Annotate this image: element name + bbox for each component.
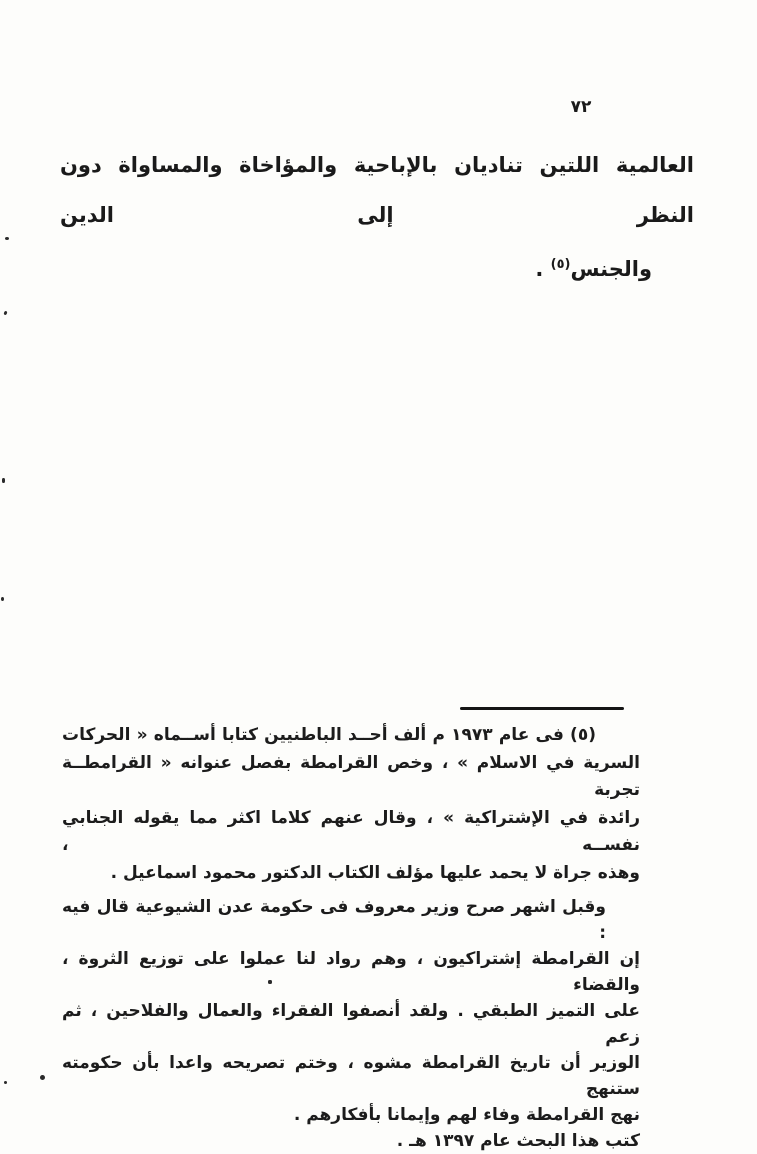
scan-speck (1, 597, 4, 601)
footnote-line: السرية في الاسلام » ، وخص القرامطة بفصل عنوانه « القرامطــة تجربة (62, 752, 640, 800)
footnote-line: وهذه جراة لا يحمد عليها مؤلف الكتاب الدكتور محمود اسماعيل . (110, 862, 640, 883)
footnote-line: وقبل اشهر صرح وزير معروف فى حكومة عدن الشيوعية قال فيه : (62, 897, 606, 943)
scan-speck (2, 478, 5, 483)
sentence-end-period: . (535, 257, 544, 281)
scan-speck (40, 1075, 45, 1080)
page-number: ٧٢ (570, 97, 592, 117)
footnote-block (62, 722, 640, 1154)
footnote-line: الوزير أن تاريخ القرامطة مشوه ، وختم تصريحه واعدا بأن حكومته ستنهج (62, 1053, 640, 1099)
scan-speck (268, 980, 272, 984)
main-paragraph-line-1: العالمية اللتين تناديان بالإباحية والمؤاخاة والمساواة دون النظر إلى الدين (60, 153, 694, 227)
footnote-line: (٥) فى عام ١٩٧٣ م ألف أحــد الباطنيين كتابا أســماه « الحركات (62, 725, 597, 745)
scan-speck (3, 311, 7, 316)
footnote-line: نهج القرامطة وفاء لهم وإيمانا بأفكارهم . (293, 1105, 640, 1125)
footnote-reference-marker: (٥) (550, 257, 571, 272)
main-paragraph-line-2 (60, 240, 694, 294)
research-date-line: كتب هذا البحث عام ١٣٩٧ هـ . (396, 1131, 640, 1151)
scan-speck (5, 237, 9, 240)
footnote-line: على التميز الطبقي . ولقد أنصفوا الفقراء والعمال والفلاحين ، ثم زعم (62, 1001, 640, 1047)
footnote-line: رائدة في الإشتراكية » ، وقال عنهم كلاما اكثر مما يقوله الجنابي نفســه ، (62, 807, 640, 855)
footnote-paragraph-2 (62, 894, 640, 1154)
footnote-paragraph-1 (62, 722, 640, 887)
scan-speck (4, 1081, 7, 1084)
footnote-separator-rule (460, 707, 624, 710)
footnote-line: إن القرامطة إشتراكيون ، وهم رواد لنا عملوا على توزيع الثروة ، والقضاء (62, 949, 640, 995)
main-paragraph-last-word: والجنس (570, 257, 652, 281)
main-paragraph (60, 140, 694, 294)
